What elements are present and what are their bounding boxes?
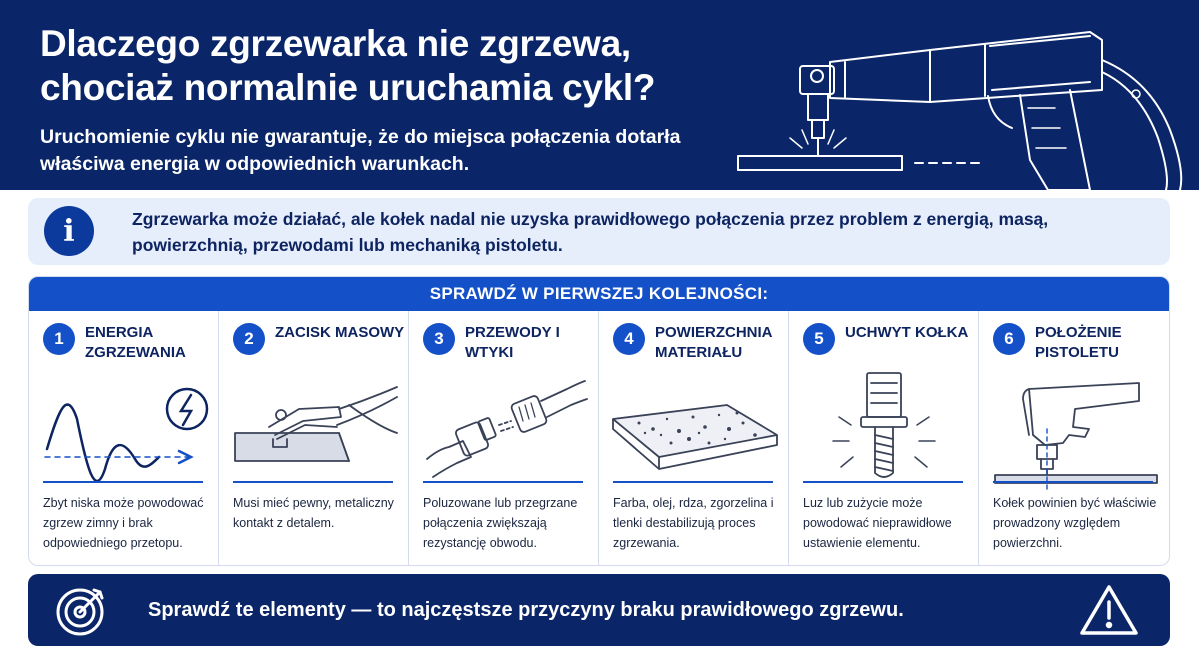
divider — [423, 481, 583, 483]
step-number-badge: 6 — [993, 323, 1025, 355]
checklist-item-stud-holder — [789, 311, 979, 566]
step-description: Zbyt niska może powodować zgrzew zimny i brak odpowiedniego przetopu. — [43, 496, 204, 550]
step-description: Musi mieć pewny, metaliczny kontakt z detalem. — [233, 496, 394, 530]
checklist-panel — [28, 276, 1170, 566]
material-surface-icon — [609, 369, 779, 499]
divider — [233, 481, 393, 483]
page-title: Dlaczego zgrzewarka nie zgrzewa, chociaż normalnie uruchamia cykl? — [40, 23, 656, 108]
info-box — [28, 198, 1170, 265]
step-title: UCHWYT KOŁKA — [845, 324, 969, 341]
checklist-item-surface — [599, 311, 789, 566]
checklist-heading: SPRAWDŹ W PIERWSZEJ KOLEJNOŚCI: — [29, 277, 1169, 311]
energy-wave-icon — [39, 369, 209, 499]
divider — [613, 481, 773, 483]
step-title: ENERGIA ZGRZEWANIA — [85, 324, 186, 361]
divider — [803, 481, 963, 483]
page-subtitle: Uruchomienie cyklu nie gwarantuje, że do miejsca połączenia dotarła właściwa energia w odpowiednich warunkach. — [40, 126, 681, 175]
info-icon: i — [44, 206, 94, 256]
step-title: ZACISK MASOWY — [275, 324, 405, 341]
checklist-item-cables — [409, 311, 599, 566]
step-description: Poluzowane lub przegrzane połączenia zwiększają rezystancję obwodu. — [423, 496, 578, 550]
checklist-item-energy — [29, 311, 219, 566]
divider — [43, 481, 203, 483]
step-title: PRZEWODY I WTYKI — [465, 324, 560, 361]
stud-holder-icon — [799, 369, 969, 499]
ground-clamp-icon — [229, 369, 399, 499]
checklist-item-gun-position — [979, 311, 1169, 566]
divider — [993, 481, 1153, 483]
welding-gun-illustration — [730, 10, 1199, 190]
step-description: Luz lub zużycie może powodować nieprawidłowe ustawienie elementu. — [803, 496, 952, 550]
cable-connector-icon — [419, 369, 589, 499]
step-number-badge: 1 — [43, 323, 75, 355]
footer-message: Sprawdź te elementy — to najczęstsze przyczyny braku prawidłowego zgrzewu. — [148, 599, 904, 621]
footer-banner — [28, 574, 1170, 646]
gun-position-icon — [989, 369, 1159, 499]
step-number-badge: 4 — [613, 323, 645, 355]
warning-icon — [1078, 582, 1140, 638]
target-icon — [54, 584, 108, 638]
step-description: Kołek powinien być właściwie prowadzony względem powierzchni. — [993, 496, 1157, 550]
step-number-badge: 5 — [803, 323, 835, 355]
header-banner — [0, 0, 1199, 190]
step-title: POWIERZCHNIA MATERIAŁU — [655, 324, 772, 361]
step-number-badge: 3 — [423, 323, 455, 355]
step-description: Farba, olej, rdza, zgorzelina i tlenki destabilizują proces zgrzewania. — [613, 496, 774, 550]
step-title: POŁOŻENIE PISTOLETU — [1035, 324, 1122, 361]
checklist-item-ground-clamp — [219, 311, 409, 566]
step-number-badge: 2 — [233, 323, 265, 355]
info-text: Zgrzewarka może działać, ale kołek nadal nie uzyska prawidłowego połączenia przez problem z energią, masą, powierzchnią, przewodami lub mechaniką pistoletu. — [132, 209, 1049, 255]
